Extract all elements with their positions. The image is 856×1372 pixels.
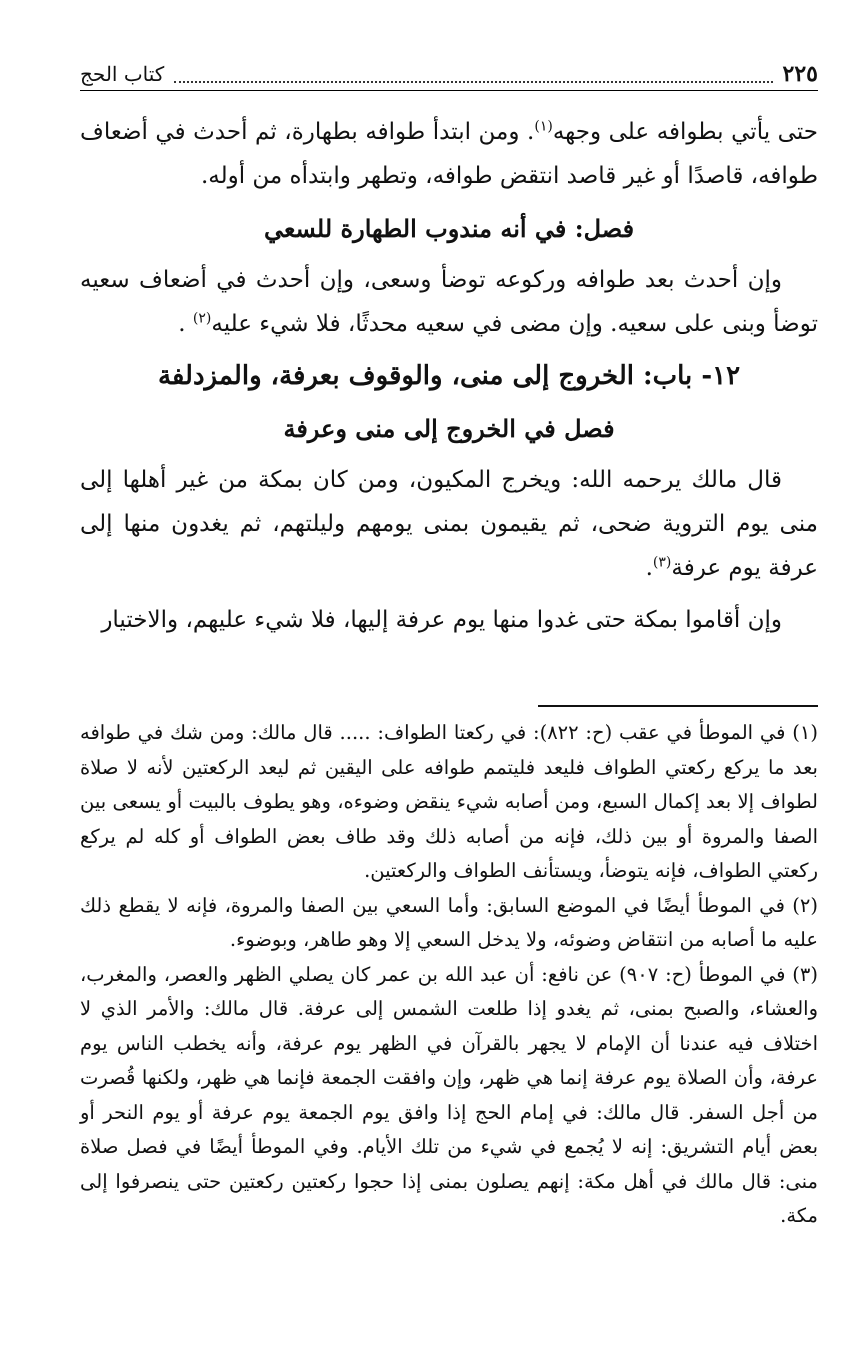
main-text — [80, 110, 818, 642]
paragraph-text: وإن أحدث بعد طوافه وركوعه توضأ وسعى، وإن أحدث في أضعاف سعيه توضأ وبنى على سعيه. وإن مضى في سعيه محدثًا، فلا شيء عليه — [80, 267, 818, 337]
paragraph-text: حتى يأتي بطوافه على وجهه — [552, 119, 818, 145]
footnote-ref-2: (٢) — [192, 310, 212, 327]
footnote-1: (١) في الموطأ في عقب (ح: ٨٢٢): في ركعتا الطواف: ..... قال مالك: ومن شك في طوافه بعد ما يركع ركعتي الطواف فليعد فليتمم طوافه على اليقين ثم ليعد الركعتين لأنه لا صلاة لطواف إلا بعد إكمال السبع، ومن أصابه شيء ينقض وضوءه، وهو يطوف بالبيت أو يسعى بين الصفا والمروة أو بين ذلك، فإنه من أصابه ذلك وقد طاف بعض الطواف أو كله لم يركع ركعتي الطواف، فإنه يتوضأ، ويستأنف الطواف والركعتين. — [80, 721, 818, 882]
paragraph-3 — [80, 458, 818, 590]
section-heading-1: فصل: في أنه مندوب الطهارة للسعي — [263, 214, 635, 243]
footnote-separator — [538, 705, 818, 707]
paragraph-text: قال مالك يرحمه الله: ويخرج المكيون، ومن كان بمكة من غير أهلها إلى منى يوم التروية ضحى، ثم يقيمون بمنى يومهم وليلتهم، ثم يغدون منها إلى عرفة يوم عرفة — [80, 467, 818, 581]
paragraph-text: . ومن ابتدأ طوافه بطهارة، ثم أحدث في أضعاف طوافه، قاصدًا أو غير قاصد انتقض طوافه، وتطهر وابتدأه من أوله. — [80, 119, 818, 189]
paragraph-text: . — [178, 311, 193, 337]
paragraph-2 — [80, 258, 818, 346]
footnote-ref-1: (١) — [534, 118, 553, 135]
chapter-heading: ١٢- باب: الخروج إلى منى، والوقوف بعرفة، والمزدلفة — [157, 361, 741, 391]
footnote-ref-3: (٣) — [652, 554, 672, 571]
paragraph-4: وإن أقاموا بمكة حتى غدوا منها يوم عرفة إليها، فلا شيء عليهم، والاختيار — [101, 607, 782, 633]
page-number: ٢٢٥ — [782, 61, 818, 87]
footnote-2: (٢) في الموطأ أيضًا في الموضع السابق: وأما السعي بين الصفا والمروة، فإنه لا يقطع ذلك عليه ما أصابه من انتقاض وضوئه، ولا يدخل السعي إلا وهو طاهر، وبوضوء. — [80, 893, 818, 951]
footnotes — [80, 716, 818, 1234]
book-title: كتاب الحج — [80, 62, 165, 86]
header-dot-leader — [174, 65, 772, 83]
paragraph-1 — [80, 110, 818, 198]
paragraph-text: . — [645, 555, 653, 581]
running-header — [80, 58, 818, 91]
section-heading-2: فصل في الخروج إلى منى وعرفة — [283, 414, 615, 443]
footnote-3: (٣) في الموطأ (ح: ٩٠٧) عن نافع: أن عبد الله بن عمر كان يصلي الظهر والعصر، والمغرب، والعشاء، والصبح بمنى، ثم يغدو إذا طلعت الشمس إلى عرفة. قال مالك: والأمر الذي لا اختلاف فيه عندنا أن الإمام لا يجهر بالقرآن في الظهر يوم عرفة، وأنه يخطب الناس يوم عرفة، وأن الصلاة يوم عرفة إنما هي ظهر، وإن وافقت الجمعة فإنما هي ظهر، ولكنها قُصرت من أجل السفر. قال مالك: في إمام الحج إذا وافق يوم الجمعة يوم عرفة أو يوم النحر أو بعض أيام التشريق: إنه لا يُجمع في شيء من تلك الأيام. وفي الموطأ أيضًا في فصل صلاة منى: قال مالك في أهل مكة: إنهم يصلون بمنى إذا حجوا ركعتين ركعتين حتى ينصرفوا إلى مكة. — [80, 962, 818, 1227]
